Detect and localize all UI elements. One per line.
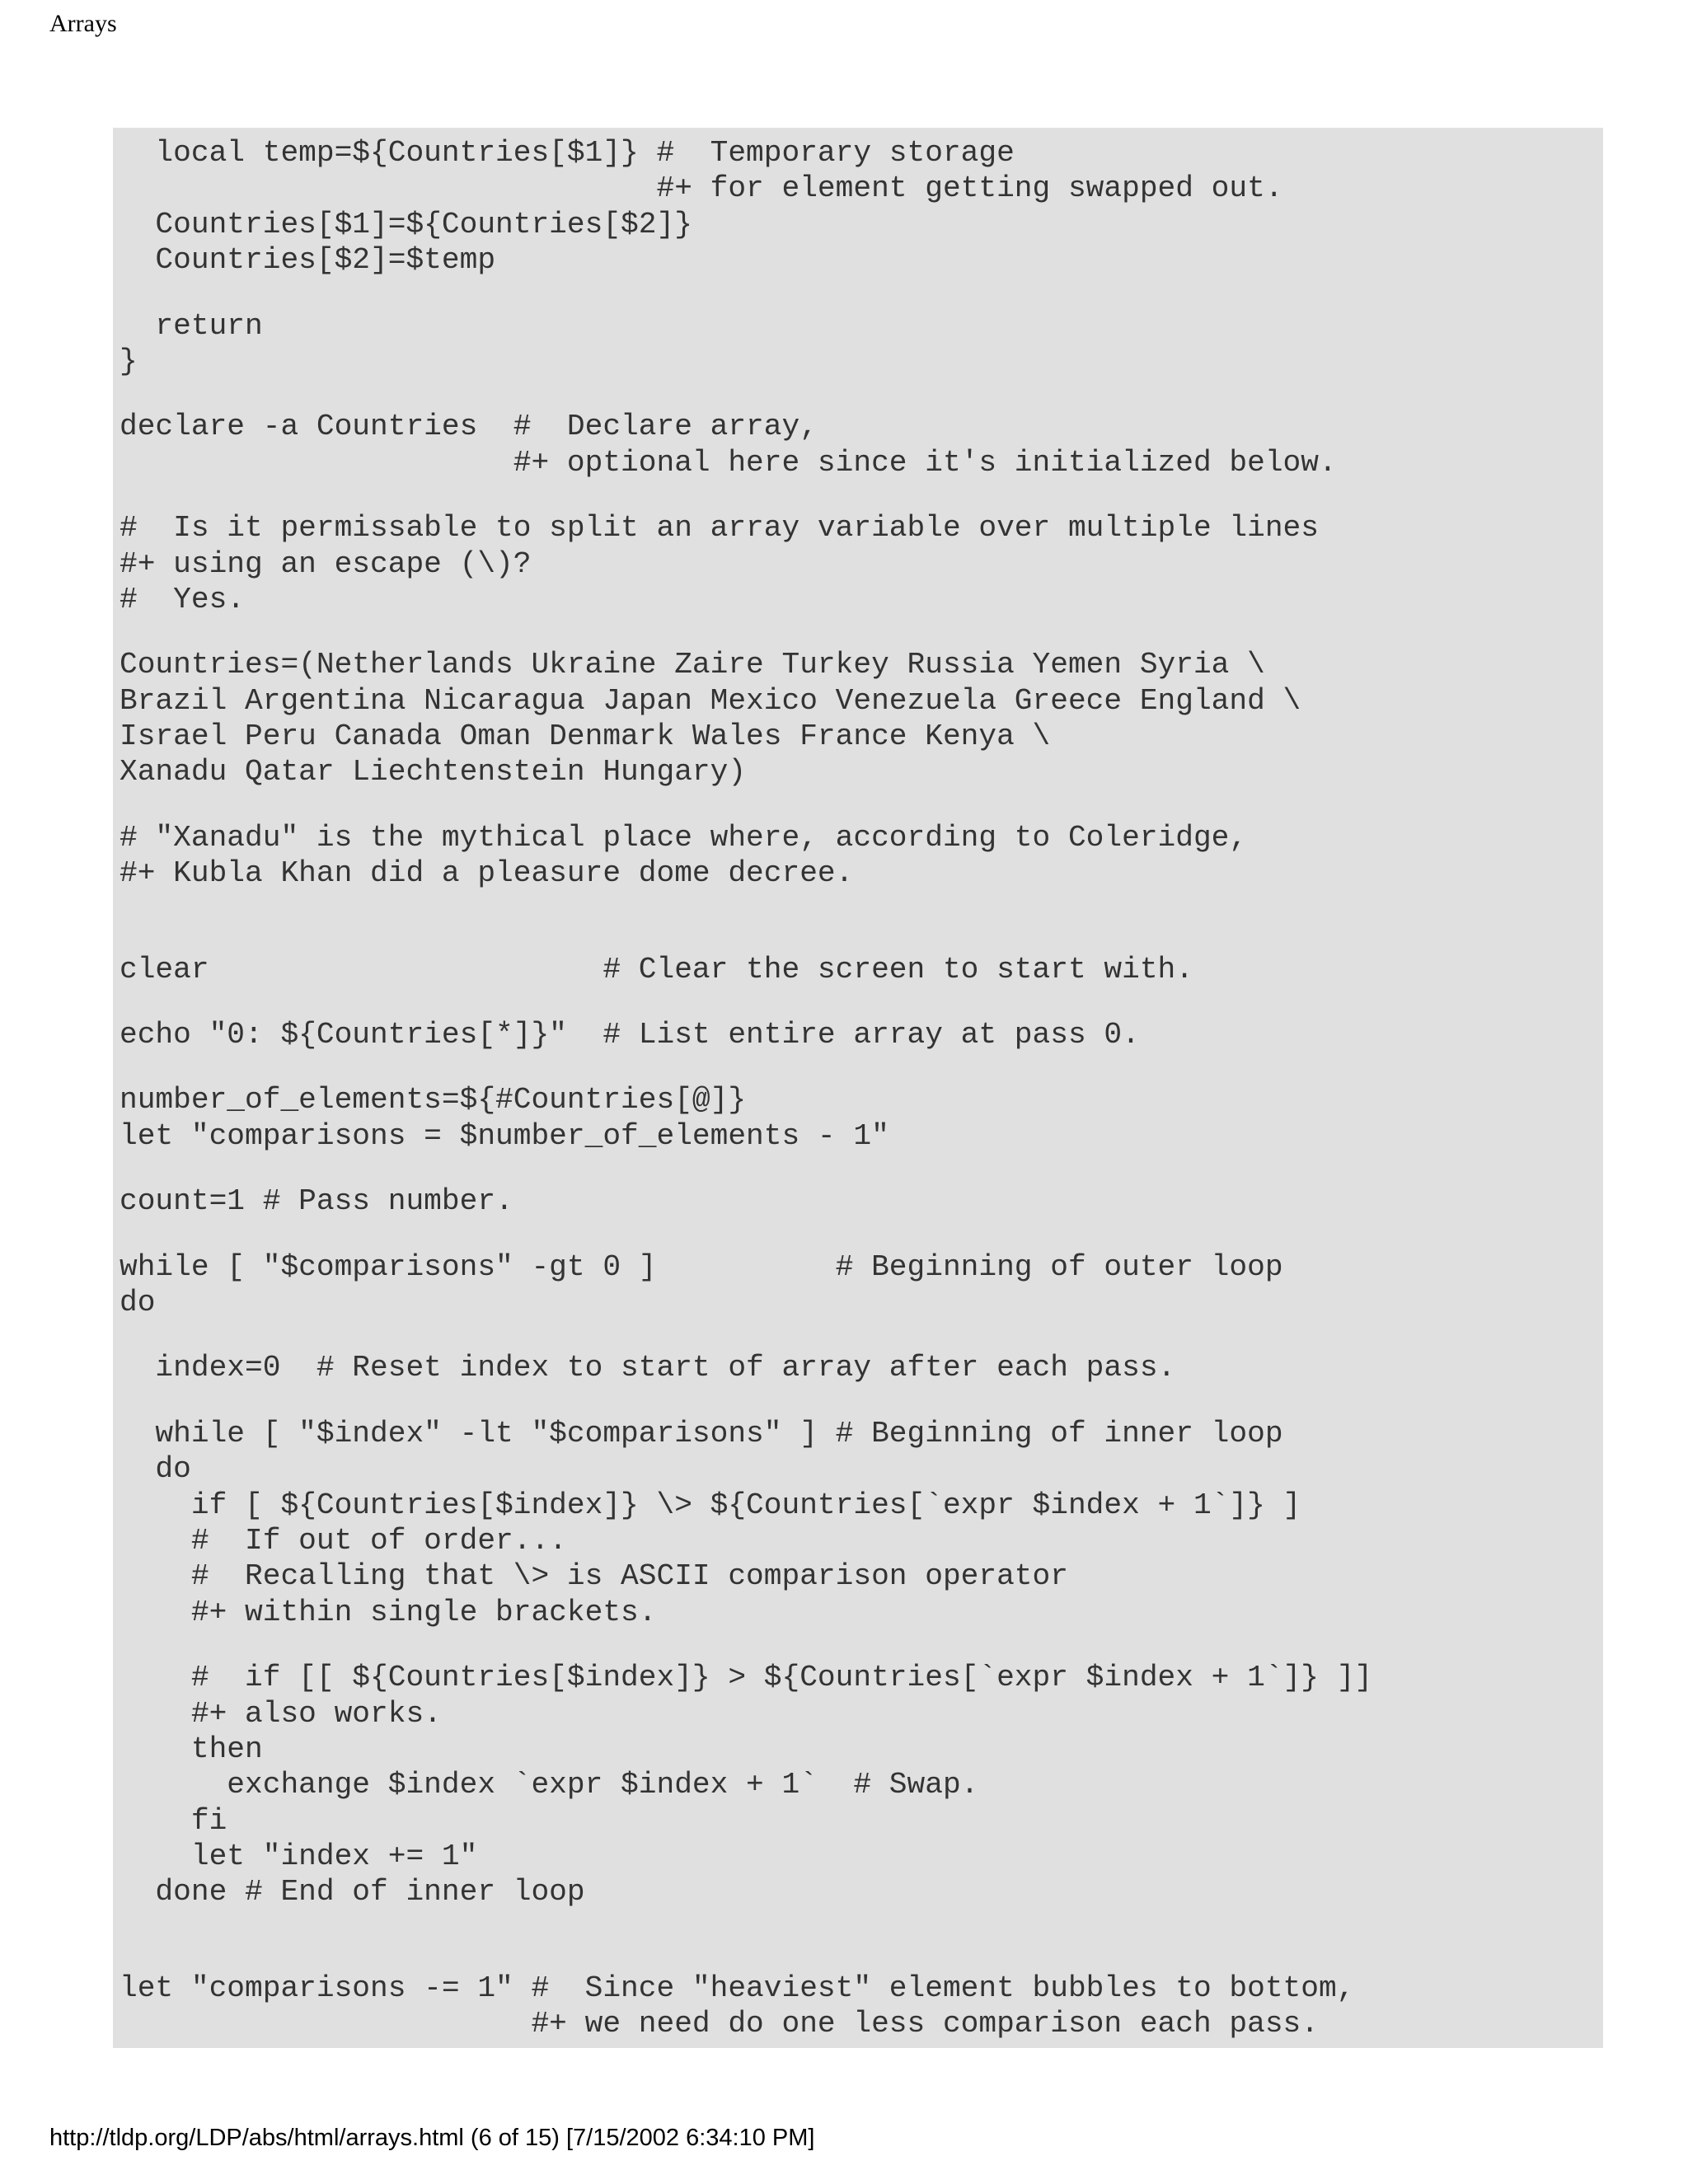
blank-line: [120, 1154, 1603, 1183]
blank-line: [120, 1386, 1603, 1416]
code-line: Brazil Argentina Nicaragua Japan Mexico Venezuela Greece England \: [120, 683, 1301, 718]
blank-line: [120, 379, 1603, 409]
code-line: local temp=${Countries[$1]} # Temporary storage: [120, 136, 1015, 170]
code-line: while [ "$index" -lt "$comparisons" ] # Beginning of inner loop: [120, 1416, 1283, 1451]
code-line: let "index += 1": [120, 1840, 478, 1874]
code-line: # Yes.: [120, 582, 246, 616]
code-line: # Is it permissable to split an array variable over multiple lines: [120, 511, 1319, 546]
code-line: # if [[ ${Countries[$index]} > ${Countries[`expr $index + 1`]} ]]: [120, 1661, 1373, 1695]
code-line: let "comparisons -= 1" # Since "heaviest" element bubbles to bottom,: [120, 1971, 1355, 2005]
code-line: }: [120, 344, 138, 378]
code-line: echo "0: ${Countries[*]}" # List entire array at pass 0.: [120, 1018, 1140, 1052]
code-line: while [ "$comparisons" -gt 0 ] # Beginning of outer loop: [120, 1249, 1283, 1284]
code-line: #+ also works.: [120, 1696, 442, 1731]
code-line: declare -a Countries # Declare array,: [120, 410, 818, 444]
code-line: done # End of inner loop: [120, 1875, 585, 1910]
code-line: number_of_elements=${#Countries[@]}: [120, 1083, 747, 1118]
blank-line: [120, 1320, 1603, 1350]
blank-line: [120, 617, 1603, 647]
blank-line: [120, 987, 1603, 1017]
code-line: # If out of order...: [120, 1523, 567, 1558]
code-line: #+ optional here since it's initialized below.: [120, 445, 1337, 480]
blank-line: [120, 1630, 1603, 1660]
code-line: then: [120, 1732, 263, 1766]
code-line: #+ within single brackets.: [120, 1595, 657, 1629]
code-line: do: [120, 1452, 191, 1487]
code-line: Countries[$2]=$temp: [120, 243, 496, 278]
blank-line: [120, 480, 1603, 510]
code-line: #+ Kubla Khan did a pleasure dome decree.: [120, 856, 854, 891]
page-footer-url: http://tldp.org/LDP/abs/html/arrays.html (6 of 15) [7/15/2002 6:34:10 PM]: [49, 2125, 815, 2151]
code-line: Countries[$1]=${Countries[$2]}: [120, 207, 692, 241]
blank-line: [120, 1910, 1603, 1971]
code-line: # Recalling that \> is ASCII comparison operator: [120, 1559, 1068, 1594]
code-line: # "Xanadu" is the mythical place where, according to Coleridge,: [120, 820, 1248, 855]
code-line: fi: [120, 1803, 227, 1838]
code-line: Countries=(Netherlands Ukraine Zaire Turkey Russia Yemen Syria \: [120, 648, 1265, 682]
code-line: return: [120, 308, 263, 343]
code-line: if [ ${Countries[$index]} \> ${Countries[`expr $index + 1`]} ]: [120, 1488, 1301, 1522]
code-line: do: [120, 1285, 156, 1319]
blank-line: [120, 892, 1603, 952]
code-line: clear # Clear the screen to start with.: [120, 952, 1193, 987]
blank-line: [120, 1052, 1603, 1082]
page-title: Arrays: [49, 10, 117, 37]
blank-line: [120, 790, 1603, 820]
code-line: let "comparisons = $number_of_elements - 1": [120, 1118, 889, 1153]
code-listing: [113, 128, 1603, 2048]
code-line: Xanadu Qatar Liechtenstein Hungary): [120, 755, 747, 790]
code-line: #+ we need do one less comparison each pass.: [120, 2007, 1319, 2041]
blank-line: [120, 1220, 1603, 1249]
code-line: #+ for element getting swapped out.: [120, 171, 1283, 206]
blank-line: [120, 279, 1603, 308]
code-line: index=0 # Reset index to start of array after each pass.: [120, 1351, 1176, 1385]
code-line: exchange $index `expr $index + 1` # Swap.: [120, 1768, 979, 1802]
code-line: #+ using an escape (\)?: [120, 546, 532, 581]
code-line: count=1 # Pass number.: [120, 1184, 513, 1219]
code-line: Israel Peru Canada Oman Denmark Wales France Kenya \: [120, 719, 1051, 754]
